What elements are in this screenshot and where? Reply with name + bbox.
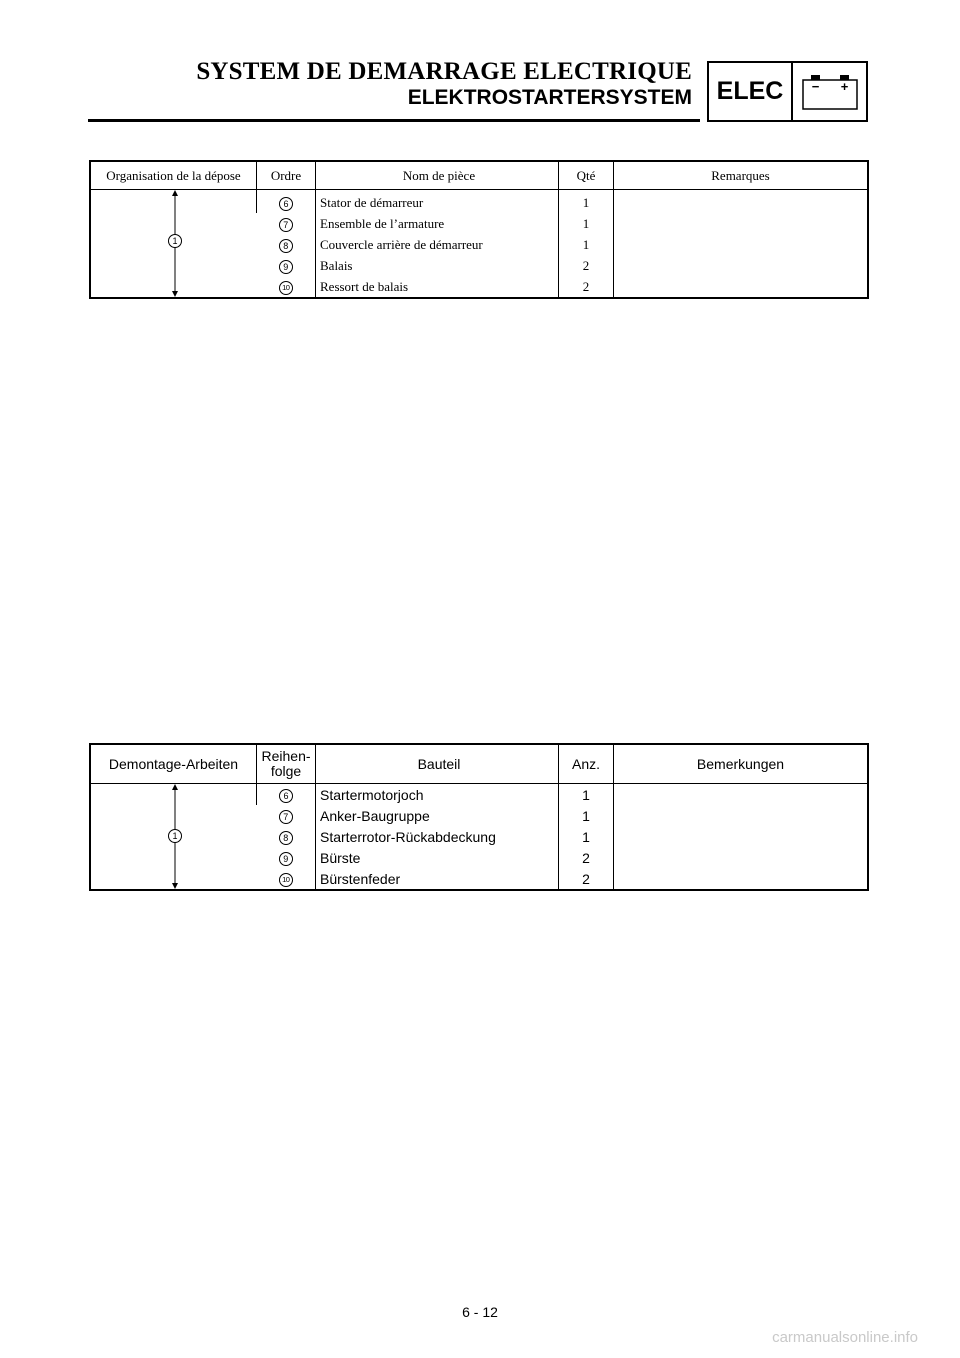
- part-qty: 2: [559, 255, 614, 276]
- col-header-part-name: Bauteil: [316, 744, 559, 784]
- part-qty: 1: [559, 805, 614, 826]
- watermark: carmanualsonline.info: [772, 1329, 918, 1346]
- battery-plus-sign: +: [840, 78, 848, 94]
- part-name: Ensemble de l’armature: [316, 213, 559, 234]
- table-row: [90, 784, 868, 806]
- col-header-qty: Anz.: [559, 744, 614, 784]
- order-marker: 7: [279, 810, 293, 824]
- part-qty: 2: [559, 276, 614, 298]
- col-header-order: Ordre: [257, 161, 316, 190]
- part-qty: 1: [559, 826, 614, 847]
- order-marker: 9: [279, 852, 293, 866]
- col-header-part-name: Nom de pièce: [316, 161, 559, 190]
- col-header-qty: Qté: [559, 161, 614, 190]
- part-qty: 1: [559, 190, 614, 214]
- col-header-remarks: Remarques: [614, 161, 869, 190]
- section-badge-label: ELEC: [709, 63, 793, 120]
- part-qty: 2: [559, 847, 614, 868]
- table-row: [90, 190, 868, 214]
- section-badge: [707, 61, 868, 122]
- col-header-order-line2: folge: [270, 763, 302, 779]
- order-marker: 10: [279, 281, 293, 295]
- page-title-de: ELEKTROSTARTERSYSTEM: [407, 86, 692, 109]
- col-header-order: [257, 744, 316, 784]
- page-number: 6 - 12: [462, 1304, 498, 1320]
- part-name: Bürstenfeder: [316, 868, 559, 890]
- battery-icon: [793, 63, 866, 120]
- order-marker: 6: [279, 197, 293, 211]
- remarks-cell: [614, 784, 869, 891]
- col-header-remarks: Bemerkungen: [614, 744, 869, 784]
- col-header-demontage: Demontage-Arbeiten: [90, 744, 257, 784]
- part-name: Stator de démarreur: [316, 190, 559, 214]
- part-qty: 1: [559, 213, 614, 234]
- col-header-order-line1: Reihen-: [261, 748, 311, 764]
- order-marker: 8: [279, 831, 293, 845]
- order-marker: 6: [279, 789, 293, 803]
- group-marker-1: 1: [168, 234, 182, 248]
- part-name: Ressort de balais: [316, 276, 559, 298]
- part-name: Starterrotor-Rückabdeckung: [316, 826, 559, 847]
- part-name: Startermotorjoch: [316, 784, 559, 806]
- page-title-fr: SYSTEM DE DEMARRAGE ELECTRIQUE: [196, 58, 692, 85]
- group-cell: [90, 784, 257, 891]
- order-marker: 7: [279, 218, 293, 232]
- part-name: Balais: [316, 255, 559, 276]
- group-cell: [90, 190, 257, 299]
- col-header-organisation: Organisation de la dépose: [90, 161, 257, 190]
- order-marker: 8: [279, 239, 293, 253]
- part-name: Bürste: [316, 847, 559, 868]
- parts-table-de: [89, 743, 869, 891]
- part-qty: 1: [559, 784, 614, 806]
- header-rule: [88, 119, 700, 122]
- battery-minus-sign: −: [811, 78, 819, 94]
- part-qty: 2: [559, 868, 614, 890]
- group-marker-1: 1: [168, 829, 182, 843]
- part-name: Anker-Baugruppe: [316, 805, 559, 826]
- order-marker: 9: [279, 260, 293, 274]
- part-qty: 1: [559, 234, 614, 255]
- part-name: Couvercle arrière de démarreur: [316, 234, 559, 255]
- order-marker: 10: [279, 873, 293, 887]
- parts-table-fr: [89, 160, 869, 299]
- remarks-cell: [614, 190, 869, 299]
